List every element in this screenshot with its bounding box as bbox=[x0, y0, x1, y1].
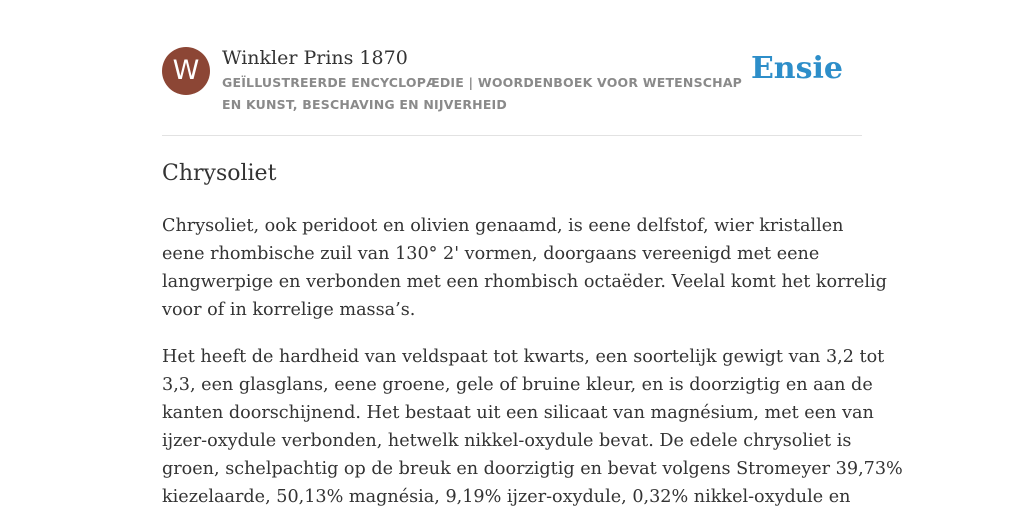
brand-logo[interactable]: Ensie bbox=[750, 51, 843, 86]
text-line: ijzer-oxydule verbonden, hetwelk nikkel-oxydule bevat. De edele chrysoliet is bbox=[162, 431, 852, 451]
source-title[interactable]: Winkler Prins 1870 bbox=[222, 47, 408, 69]
article-title: Chrysoliet bbox=[162, 161, 277, 186]
paragraph bbox=[162, 212, 887, 324]
header bbox=[162, 44, 862, 136]
divider bbox=[162, 135, 862, 136]
text-line: Het heeft de hardheid van veldspaat tot kwarts, een soortelijk gewigt van 3,2 tot bbox=[162, 347, 885, 367]
text-line: voor of in korrelige massa’s. bbox=[162, 300, 416, 320]
source-subtitle: GEÏLLUSTREERDE ENCYCLOPÆDIE | WOORDENBOEK VOOR WETENSCHAP EN KUNST, BESCHAVING EN NIJVERHEID bbox=[222, 75, 743, 112]
text-line: langwerpige en verbonden met een rhombisch octaëder. Veelal komt het korrelig bbox=[162, 272, 887, 292]
paragraph bbox=[162, 343, 903, 511]
avatar[interactable]: W bbox=[162, 47, 210, 95]
article-body bbox=[162, 212, 903, 512]
text-line: kiezelaarde, 50,13% magnésia, 9,19% ijzer-oxydule, 0,32% nikkel-oxydule en bbox=[162, 487, 851, 507]
text-line: 3,3, een glasglans, eene groene, gele of bruine kleur, en is doorzigtig en aan de bbox=[162, 375, 873, 395]
text-line: groen, schelpachtig op de breuk en doorzigtig en bevat volgens Stromeyer 39,73% bbox=[162, 459, 903, 479]
text-line: eene rhombische zuil van 130° 2' vormen, doorgaans vereenigd met eene bbox=[162, 244, 820, 264]
text-line: kanten doorschijnend. Het bestaat uit een silicaat van magnésium, met een van bbox=[162, 403, 874, 423]
text-line: Chrysoliet, ook peridoot en olivien genaamd, is eene delfstof, wier kristallen bbox=[162, 216, 844, 236]
